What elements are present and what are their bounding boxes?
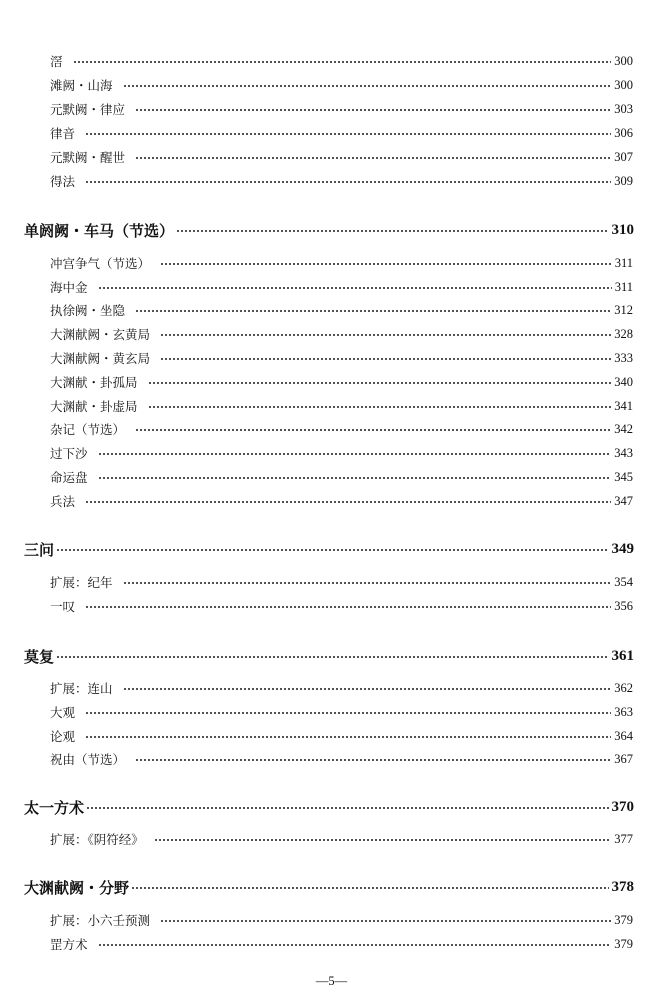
toc-entry-title: 执徐阙・坐隐 (50, 303, 126, 318)
dot-leader (160, 358, 611, 360)
toc-entry-page: 311 (614, 279, 633, 294)
toc-entry-20 (0, 596, 663, 616)
toc-entry-3 (0, 123, 663, 143)
toc-entry-title: 论观 (50, 729, 76, 744)
toc-chapter-title: 大渊献阙・分野 (24, 878, 130, 897)
toc-entry-title: 杂记（节选） (50, 422, 126, 437)
dot-leader (98, 287, 612, 289)
dot-leader (86, 807, 608, 809)
toc-entry-page: 328 (614, 326, 633, 341)
toc-entry-page: 309 (614, 173, 633, 188)
dot-leader (73, 61, 612, 63)
toc-entry-11 (0, 348, 663, 368)
toc-chapter-page: 378 (611, 878, 634, 895)
toc-entry-2 (0, 99, 663, 119)
dot-leader (98, 453, 612, 455)
toc-entry-page: 377 (614, 831, 633, 846)
toc-entry-title: 兵法 (50, 494, 76, 509)
toc-entry-title: 元默阙・律应 (50, 102, 126, 117)
toc-entry-page: 340 (614, 374, 633, 389)
toc-chapter-title: 三问 (24, 540, 55, 559)
toc-entry-page: 312 (614, 302, 633, 317)
toc-entry-page: 347 (614, 493, 633, 508)
toc-entry-page: 300 (614, 77, 633, 92)
toc-entry-page: 300 (614, 53, 633, 68)
dot-leader (176, 230, 608, 232)
dot-leader (85, 501, 611, 503)
toc-entry-8 (0, 277, 663, 297)
dot-leader (135, 157, 611, 159)
toc-chapter-18 (0, 537, 663, 561)
toc-chapter-page: 361 (611, 647, 634, 664)
toc-entry-14 (0, 419, 663, 439)
toc-entry-15 (0, 443, 663, 463)
toc-entry-13 (0, 396, 663, 416)
dot-leader (123, 688, 612, 690)
dot-leader (85, 606, 611, 608)
toc-entry-title: 元默阙・醒世 (50, 150, 126, 165)
toc-chapter-title: 太一方术 (24, 798, 85, 817)
dot-leader (85, 712, 611, 714)
toc-entry-title: 扩展：纪年 (50, 575, 113, 590)
toc-entry-30 (0, 934, 663, 954)
toc-entry-1 (0, 75, 663, 95)
toc-entry-16 (0, 467, 663, 487)
toc-entry-title: 滘 (50, 54, 63, 69)
toc-entry-page: 362 (614, 680, 633, 695)
toc-entry-title: 大渊献阙・玄黄局 (50, 327, 151, 342)
toc-entry-title: 命运盘 (50, 470, 88, 485)
dot-leader (154, 839, 611, 841)
dot-leader (85, 736, 611, 738)
toc-entry-title: 大渊献阙・黄玄局 (50, 351, 151, 366)
toc-chapter-page: 310 (611, 221, 634, 238)
toc-entry-title: 祝由（节选） (50, 752, 126, 767)
toc-entry-19 (0, 572, 663, 592)
page-number: —5— (315, 974, 348, 988)
toc-entry-title: 罡方术 (50, 937, 88, 952)
dot-leader (160, 263, 612, 265)
dot-leader (160, 920, 611, 922)
toc-entry-title: 得法 (50, 174, 76, 189)
toc-entry-title: 一叹 (50, 599, 76, 614)
toc-entry-0 (0, 51, 663, 71)
toc-entry-title: 大渊献・卦虚局 (50, 399, 138, 414)
toc-entry-7 (0, 253, 663, 273)
toc-entry-title: 律音 (50, 126, 76, 141)
dot-leader (148, 382, 612, 384)
toc-entry-25 (0, 749, 663, 769)
toc-entry-page: 356 (614, 598, 633, 613)
toc-entry-29 (0, 910, 663, 930)
dot-leader (123, 582, 612, 584)
toc-entry-23 (0, 702, 663, 722)
dot-leader (123, 85, 612, 87)
toc-entry-4 (0, 147, 663, 167)
toc-entry-page: 342 (614, 421, 633, 436)
dot-leader (160, 334, 611, 336)
toc-entry-27 (0, 829, 663, 849)
toc-entry-title: 大渊献・卦孤局 (50, 375, 138, 390)
toc-entry-title: 滩阙・山海 (50, 78, 113, 93)
dot-leader (56, 549, 608, 551)
toc-entry-page: 306 (614, 125, 633, 140)
toc-chapter-28 (0, 875, 663, 899)
dot-leader (98, 477, 612, 479)
dot-leader (135, 429, 611, 431)
toc-entry-title: 扩展：《阴符经》 (50, 832, 144, 847)
toc-entry-page: 379 (614, 936, 633, 951)
dot-leader (135, 759, 611, 761)
toc-entry-page: 345 (614, 469, 633, 484)
toc-entry-page: 307 (614, 149, 633, 164)
toc-entry-page: 367 (614, 751, 633, 766)
toc-entry-5 (0, 171, 663, 191)
toc-entry-page: 333 (614, 350, 633, 365)
dot-leader (131, 887, 608, 889)
toc-entry-page: 364 (614, 728, 633, 743)
toc-entry-page: 343 (614, 445, 633, 460)
toc-entry-22 (0, 678, 663, 698)
toc-entry-24 (0, 726, 663, 746)
toc-chapter-page: 349 (611, 540, 634, 557)
toc-entry-title: 扩展：连山 (50, 681, 113, 696)
toc-entry-9 (0, 300, 663, 320)
toc-chapter-title: 单阏阙・车马（节选） (24, 221, 175, 240)
toc-entry-page: 363 (614, 704, 633, 719)
dot-leader (135, 109, 611, 111)
toc-chapter-6 (0, 218, 663, 242)
dot-leader (98, 944, 612, 946)
toc-entry-title: 过下沙 (50, 446, 88, 461)
toc-chapter-26 (0, 795, 663, 819)
dot-leader (135, 310, 611, 312)
toc-entry-title: 冲宫争气（节选） (50, 256, 151, 271)
toc-entry-12 (0, 372, 663, 392)
toc-entry-page: 354 (614, 574, 633, 589)
dot-leader (148, 406, 612, 408)
dot-leader (56, 656, 608, 658)
toc-entry-10 (0, 324, 663, 344)
toc-chapter-page: 370 (611, 798, 634, 815)
dot-leader (85, 133, 611, 135)
toc-entry-page: 311 (614, 255, 633, 270)
toc-entry-title: 海中金 (50, 280, 88, 295)
dot-leader (85, 181, 611, 183)
toc-chapter-title: 莫复 (24, 647, 55, 666)
toc-entry-title: 大观 (50, 705, 76, 720)
toc-entry-page: 341 (614, 398, 633, 413)
toc-entry-page: 379 (614, 912, 633, 927)
toc-chapter-21 (0, 644, 663, 668)
toc-entry-title: 扩展：小六壬预测 (50, 913, 151, 928)
toc-entry-17 (0, 491, 663, 511)
toc-entry-page: 303 (614, 101, 633, 116)
